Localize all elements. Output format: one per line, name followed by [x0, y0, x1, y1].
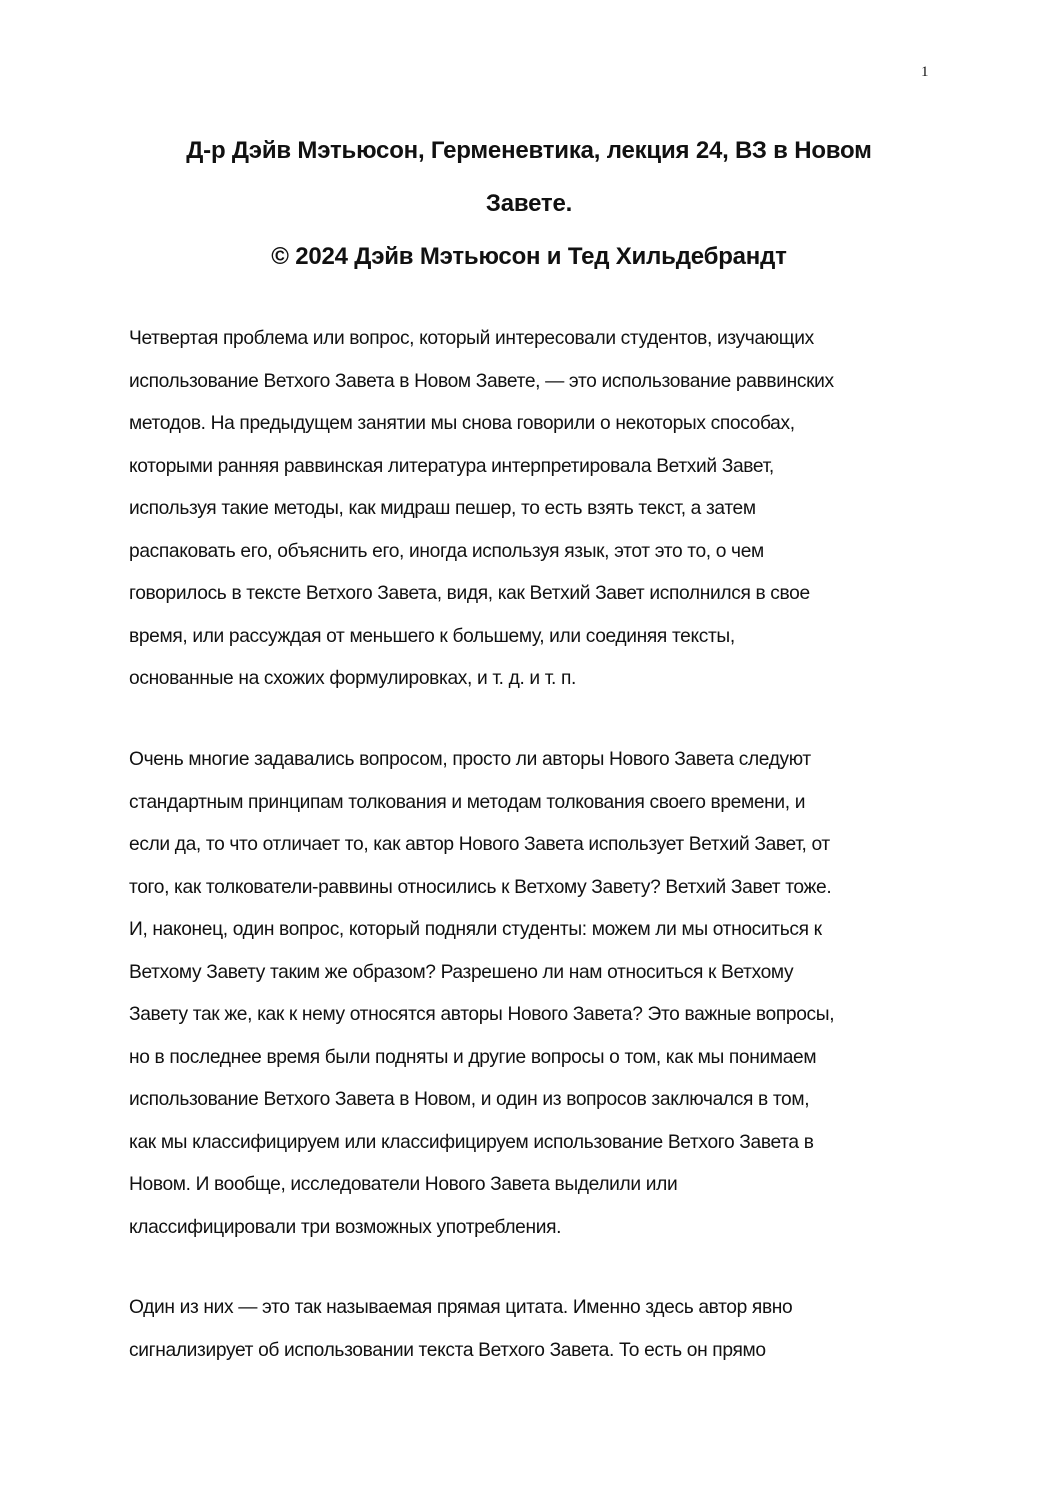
paragraph [129, 318, 949, 701]
paragraph-line: время, или рассуждая от меньшего к большему, или соединяя тексты, [129, 625, 735, 647]
paragraph-line: стандартным принципам толкования и методам толкования своего времени, и [129, 791, 806, 813]
paragraph-line: И, наконец, один вопрос, который подняли студенты: можем ли мы относиться к [129, 919, 822, 940]
paragraph [129, 1287, 949, 1372]
paragraph-line: Один из них — это так называемая прямая цитата. Именно здесь автор явно [129, 1297, 793, 1318]
paragraph-line: как мы классифицируем или классифицируем использование Ветхого Завета в [129, 1131, 814, 1153]
title-line: Д-р Дэйв Мэтьюсон, Герменевтика, лекция 24, ВЗ в Новом [186, 137, 872, 164]
paragraph-line: Очень многие задавались вопросом, просто ли авторы Нового Завета следуют [129, 749, 811, 770]
paragraph-line: Завету так же, как к нему относятся авторы Нового Завета? Это важные вопросы, [129, 1004, 835, 1025]
paragraph-line: говорилось в тексте Ветхого Завета, видя, как Ветхий Завет исполнился в свое [129, 583, 810, 604]
paragraph-line: использование Ветхого Завета в Новом, и один из вопросов заключался в том, [129, 1089, 810, 1110]
paragraph-line: Ветхому Завету таким же образом? Разрешено ли нам относиться к Ветхому [129, 961, 794, 983]
paragraph-line: но в последнее время были подняты и другие вопросы о том, как мы понимаем [129, 1046, 817, 1068]
paragraph-line: использование Ветхого Завета в Новом Завете, — это использование раввинских [129, 370, 834, 392]
paragraph-line: методов. На предыдущем занятии мы снова говорили о некоторых способах, [129, 413, 795, 434]
paragraph-line: сигнализирует об использовании текста Ветхого Завета. То есть он прямо [129, 1339, 766, 1361]
paragraph-line: классифицировали три возможных употребления. [129, 1216, 562, 1238]
title-line: Завете. [485, 190, 573, 217]
paragraph-line: используя такие методы, как мидраш пешер, то есть взять текст, а затем [129, 498, 756, 519]
paragraph [129, 739, 949, 1249]
page-number: 1 [921, 64, 929, 80]
paragraph-line: основанные на схожих формулировках, и т. д. и т. п. [129, 668, 577, 689]
paragraph-line: которыми ранняя раввинская литература интерпретировала Ветхий Завет, [129, 455, 774, 477]
copyright-line: © 2024 Дэйв Мэтьюсон и Тед Хильдебрандт [271, 243, 787, 270]
paragraph-line: Четвертая проблема или вопрос, который интересовали студентов, изучающих [129, 328, 814, 349]
paragraph-line: того, как толкователи-раввины относились к Ветхому Завету? Ветхий Завет тоже. [129, 876, 832, 898]
paragraph-line: Новом. И вообще, исследователи Нового Завета выделили или [129, 1174, 678, 1195]
paragraph-line: если да, то что отличает то, как автор Нового Завета использует Ветхий Завет, от [129, 834, 830, 855]
paragraph-line: распаковать его, объяснить его, иногда используя язык, этот это то, о чем [129, 540, 764, 562]
document-title [100, 124, 958, 283]
